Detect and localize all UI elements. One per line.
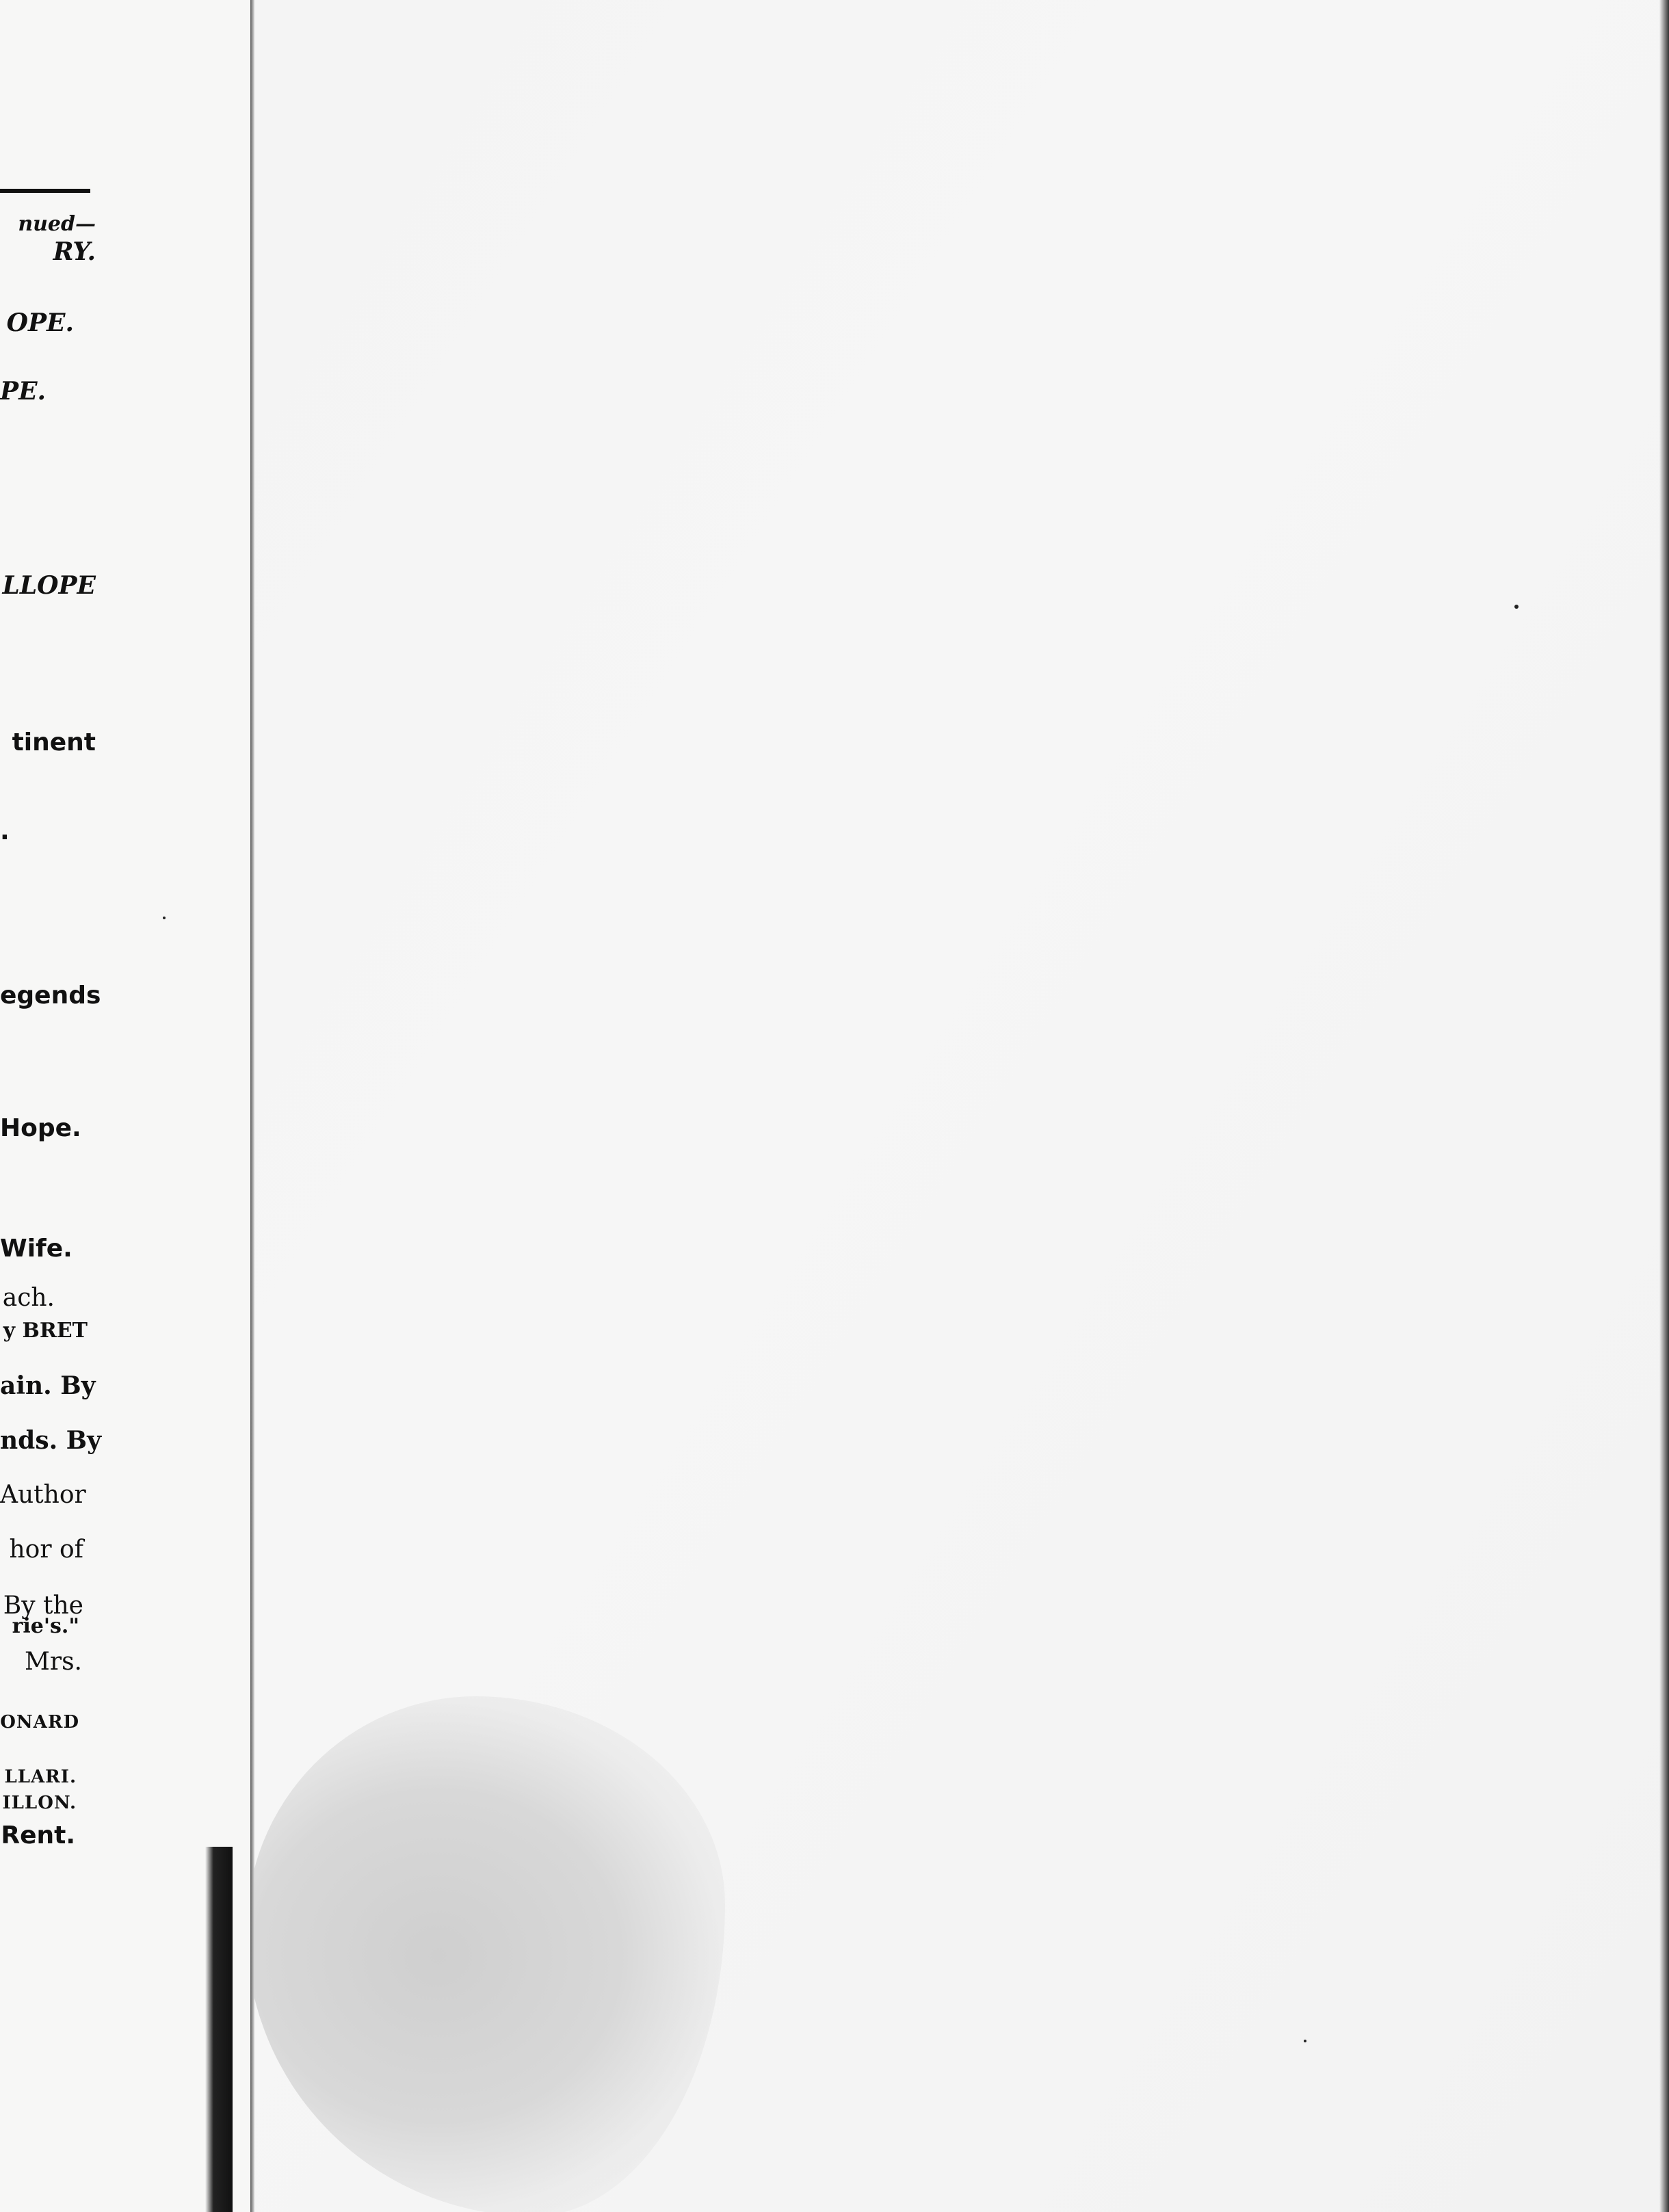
- strip-line: ILLON.: [2, 1793, 77, 1813]
- strip-line: Wife.: [0, 1235, 73, 1263]
- page-fold-line: [250, 0, 254, 2212]
- strip-line: ach.: [2, 1284, 55, 1312]
- strip-line: nds. By: [0, 1426, 102, 1455]
- strip-line: LLARI.: [4, 1767, 77, 1787]
- page-right-edge: [1659, 0, 1669, 2212]
- strip-line: rie's.": [12, 1614, 79, 1638]
- strip-line: .: [0, 817, 10, 845]
- strip-line: hor of: [9, 1536, 83, 1564]
- strip-line: ain. By: [0, 1371, 96, 1400]
- strip-line: y BRET: [3, 1319, 88, 1343]
- strip-line: tinent: [12, 728, 96, 756]
- strip-line: egends: [0, 982, 101, 1010]
- strip-line: PE.: [0, 377, 47, 406]
- strip-line: RY.: [53, 237, 96, 266]
- strip-line: Mrs.: [25, 1648, 82, 1676]
- dust-speck: [163, 917, 166, 919]
- strip-line: By the: [3, 1592, 83, 1620]
- strip-line: Author: [0, 1481, 86, 1509]
- strip-line: Rent.: [1, 1821, 75, 1849]
- strip-rule: [0, 189, 90, 193]
- strip-line: ONARD: [0, 1712, 79, 1733]
- strip-line: OPE.: [6, 308, 74, 337]
- strip-line: Hope.: [0, 1114, 81, 1142]
- strip-line: nued—: [18, 212, 96, 236]
- dust-speck: [1304, 2040, 1306, 2042]
- dust-speck: [1514, 605, 1519, 609]
- torn-edge-shadow: [205, 1847, 233, 2212]
- strip-line: LLOPE: [2, 571, 96, 600]
